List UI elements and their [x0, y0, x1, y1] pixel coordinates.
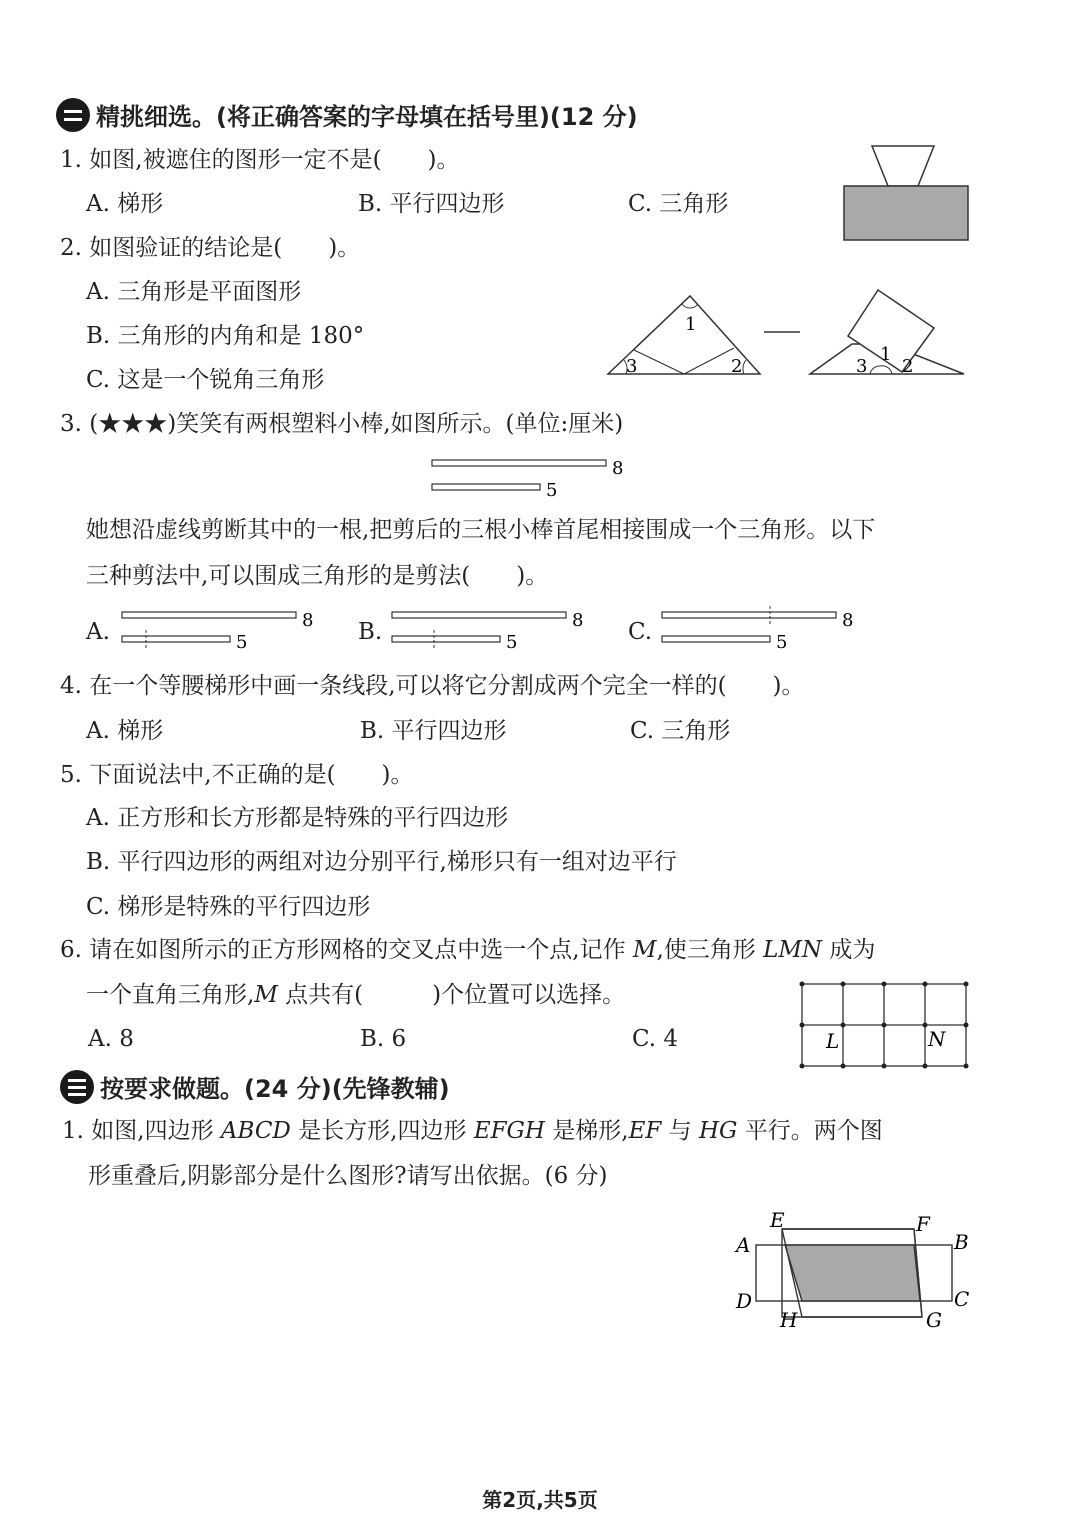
q3-stick-8	[432, 460, 606, 466]
q6-line2-var-m: M	[254, 982, 278, 1008]
s3-q1-post: 平行。两个图	[737, 1118, 883, 1144]
q3-a-label-5: 5	[236, 632, 248, 653]
s3-q1-overlap-figure	[730, 1205, 980, 1333]
q3-c-label-8: 8	[842, 610, 854, 631]
q3-stem: 3. (★★★)笑笑有两根塑料小棒,如图所示。(单位:厘米)	[60, 411, 624, 437]
q3-option-a-label: A.	[86, 619, 110, 645]
q3-b-stick-8	[392, 612, 566, 618]
q4-option-c: C. 三角形	[630, 718, 731, 744]
q6-line2	[86, 980, 625, 1010]
q6-var-m: M	[632, 937, 657, 963]
q1-hidden-shape-figure	[840, 144, 972, 244]
q3-a-stick-5	[122, 636, 230, 642]
q6-grid-figure	[798, 980, 974, 1072]
q3-option-b-figure	[390, 608, 600, 652]
q2-option-a: A. 三角形是平面图形	[86, 279, 302, 305]
q3-b-label-8: 8	[572, 610, 584, 631]
q5-stem: 5. 下面说法中,不正确的是( )。	[60, 762, 414, 788]
q2-folded-label-2: 2	[902, 356, 914, 377]
q6-option-a: A. 8	[88, 1026, 134, 1052]
q2-folded-label-3: 3	[856, 356, 868, 377]
q2-label-2: 2	[731, 356, 743, 377]
s3-q1-line1	[62, 1116, 883, 1146]
s3-q1-line2: 形重叠后,阴影部分是什么图形?请写出依据。(6 分)	[88, 1163, 608, 1189]
q3-option-c-label: C.	[628, 619, 653, 645]
q3-text-line1: 她想沿虚线剪断其中的一根,把剪后的三根小棒首尾相接围成一个三角形。以下	[86, 517, 876, 543]
q5-option-b: B. 平行四边形的两组对边分别平行,梯形只有一组对边平行	[86, 849, 677, 875]
section-2-title: 精挑细选。(将正确答案的字母填在括号里)(12 分)	[96, 103, 638, 131]
q2-triangle-fold-figure	[604, 290, 968, 380]
s3-q1-label-e: E	[770, 1208, 785, 1232]
q3-label-8: 8	[612, 458, 624, 479]
q3-sticks-figure	[430, 456, 650, 502]
q3-a-stick-8	[122, 612, 296, 618]
q3-text-line2: 三种剪法中,可以围成三角形的是剪法( )。	[86, 563, 549, 589]
s3-q1-pre: 1. 如图,四边形	[62, 1118, 221, 1144]
s3-q1-label-d: D	[736, 1289, 753, 1313]
q6-line1-pre: 6. 请在如图所示的正方形网格的交叉点中选一个点,记作	[60, 937, 633, 963]
q3-option-c-figure	[660, 606, 870, 652]
q3-option-b-label: B.	[358, 619, 383, 645]
s3-q1-label-a: A	[736, 1233, 751, 1257]
s3-q1-var-efgh: EFGH	[473, 1118, 545, 1144]
s3-q1-label-f: F	[916, 1212, 930, 1236]
q1-option-a: A. 梯形	[86, 191, 164, 217]
s3-q1-label-g: G	[926, 1308, 942, 1332]
q2-option-c: C. 这是一个锐角三角形	[86, 367, 325, 393]
q6-line1-post: 成为	[822, 937, 876, 963]
q3-label-5: 5	[546, 480, 558, 501]
q2-folded-label-1: 1	[880, 344, 892, 365]
q3-c-stick-5	[662, 636, 770, 642]
q6-option-c: C. 4	[632, 1026, 679, 1052]
q2-label-1: 1	[685, 314, 697, 335]
q1-stem: 1. 如图,被遮住的图形一定不是( )。	[60, 147, 460, 173]
section-2-badge	[56, 98, 90, 132]
s3-q1-var-hg: HG	[699, 1118, 738, 1144]
s3-q1-shaded-region	[785, 1245, 920, 1301]
q6-line2-pre: 一个直角三角形,	[86, 982, 255, 1008]
section-3-title: 按要求做题。(24 分)(先锋教辅)	[100, 1075, 450, 1103]
s3-q1-label-h: H	[780, 1308, 798, 1332]
q4-option-a: A. 梯形	[86, 718, 164, 744]
q3-c-label-5: 5	[776, 632, 788, 653]
q6-line1-mid: ,使三角形	[656, 937, 764, 963]
q3-option-a-figure	[120, 608, 330, 652]
s3-q1-mid1: 是长方形,四边形	[290, 1118, 474, 1144]
q1-option-b: B. 平行四边形	[358, 191, 505, 217]
q5-option-a: A. 正方形和长方形都是特殊的平行四边形	[86, 805, 509, 831]
q3-b-label-5: 5	[506, 632, 518, 653]
q6-line1	[60, 935, 875, 965]
q3-stick-5	[432, 484, 540, 490]
s3-q1-var-ef: EF	[628, 1118, 662, 1144]
q1-visible-trapezoid-top	[872, 146, 934, 186]
q4-option-b: B. 平行四边形	[360, 718, 507, 744]
q3-c-stick-8	[662, 612, 836, 618]
q6-var-lmn: LMN	[763, 937, 823, 963]
q6-label-n: N	[928, 1027, 946, 1051]
q6-option-b: B. 6	[360, 1026, 407, 1052]
s3-q1-mid2: 是梯形,	[545, 1118, 629, 1144]
q5-option-c: C. 梯形是特殊的平行四边形	[86, 894, 371, 920]
q6-label-l: L	[826, 1029, 840, 1053]
q1-option-c: C. 三角形	[628, 191, 729, 217]
q2-option-b: B. 三角形的内角和是 180°	[86, 323, 365, 349]
q3-b-stick-5	[392, 636, 500, 642]
q3-a-label-8: 8	[302, 610, 314, 631]
s3-q1-label-c: C	[954, 1287, 970, 1311]
s3-q1-label-b: B	[954, 1230, 969, 1254]
q2-label-3: 3	[626, 356, 638, 377]
q2-stem: 2. 如图验证的结论是( )。	[60, 235, 361, 261]
page-number: 第2页,共5页	[482, 1488, 598, 1512]
q1-cover-rect	[844, 186, 968, 240]
s3-q1-var-abcd: ABCD	[220, 1118, 291, 1144]
s3-q1-mid3: 与	[661, 1118, 699, 1144]
section-3-badge	[60, 1070, 94, 1104]
q4-stem: 4. 在一个等腰梯形中画一条线段,可以将它分割成两个完全一样的( )。	[60, 673, 805, 699]
q6-line2-post: 点共有( )个位置可以选择。	[277, 982, 626, 1008]
